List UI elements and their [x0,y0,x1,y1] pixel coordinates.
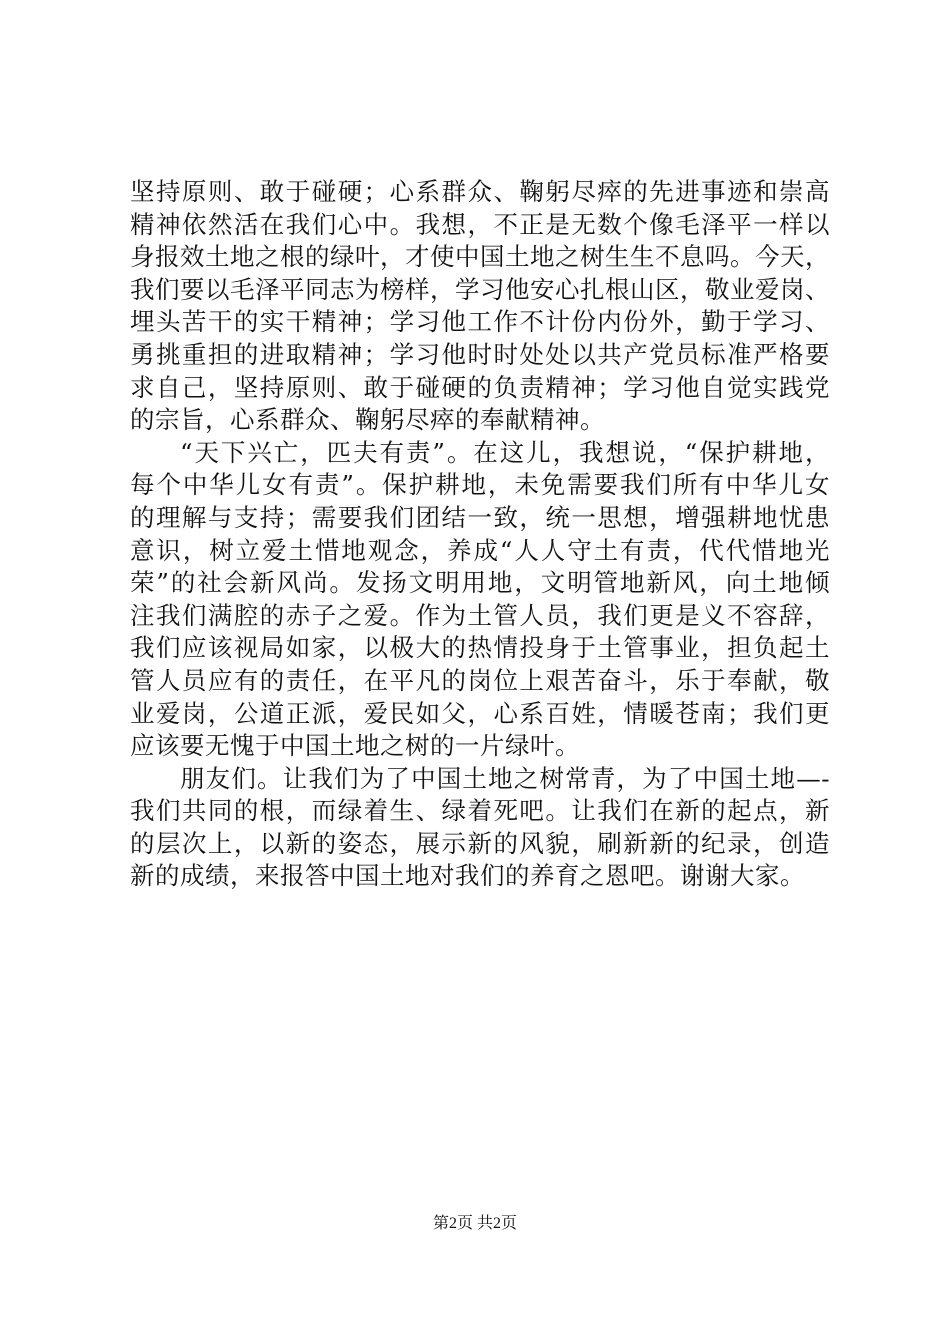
text-line: 管人员应有的责任，在平凡的岗位上艰苦奋斗，乐于奉献，敬 [130,665,830,695]
text-line: 荣”的社会新风尚。发扬文明用地，文明管地新风，向土地倾 [130,568,830,598]
text-line: 坚持原则、敢于碰硬；心系群众、鞠躬尽瘁的先进事迹和崇高 [130,177,830,206]
text-line: 意识，树立爱土惜地观念，养成“人人守土有责，代代惜地光 [130,535,830,565]
text-line: 身报效土地之根的绿叶，才使中国土地之树生生不息吗。今天， [130,242,830,272]
text-line: 我们应该视局如家，以极大的热情投身于土管事业，担负起土 [130,633,830,663]
text-line: 每个中华儿女有责”。保护耕地，未免需要我们所有中华儿女 [130,470,830,500]
text-line: 朋友们。让我们为了中国土地之树常青，为了中国土地—- [180,763,830,793]
text-line: 新的成绩，来报答中国土地对我们的养育之恩吧。谢谢大家。 [130,861,805,891]
text-line: 勇挑重担的进取精神；学习他时时处处以共产党员标准严格要 [130,339,830,369]
text-line: 的理解与支持；需要我们团结一致，统一思想，增强耕地忧患 [130,502,830,532]
text-line: 精神依然活在我们心中。我想，不正是无数个像毛泽平一样以 [130,209,830,239]
page-footer [0,1212,950,1236]
text-line: 求自己，坚持原则、敢于碰硬的负责精神；学习他自觉实践党 [130,372,830,402]
page-number: 第2页 共2页 [432,1215,517,1232]
text-line: 的层次上，以新的姿态，展示新的风貌，刷新新的纪录，创造 [130,828,830,858]
text-line: 我们要以毛泽平同志为榜样，学习他安心扎根山区，敬业爱岗、 [130,274,830,304]
text-line: 我们共同的根，而绿着生、绿着死吧。让我们在新的起点，新 [130,796,830,826]
text-line: 应该要无愧于中国土地之树的一片绿叶。 [130,731,580,761]
text-line: 埋头苦干的实干精神；学习他工作不计份内份外，勤于学习、 [130,307,830,337]
text-line: “天下兴亡，匹夫有责”。在这儿，我想说，“保护耕地， [180,437,830,467]
text-line: 的宗旨，心系群众、鞠躬尽瘁的奉献精神。 [130,405,605,435]
document-body [130,176,830,893]
text-line: 业爱岗，公道正派，爱民如父，心系百姓，情暖苍南；我们更 [130,698,830,728]
text-line: 注我们满腔的赤子之爱。作为土管人员，我们更是义不容辞， [130,600,830,630]
